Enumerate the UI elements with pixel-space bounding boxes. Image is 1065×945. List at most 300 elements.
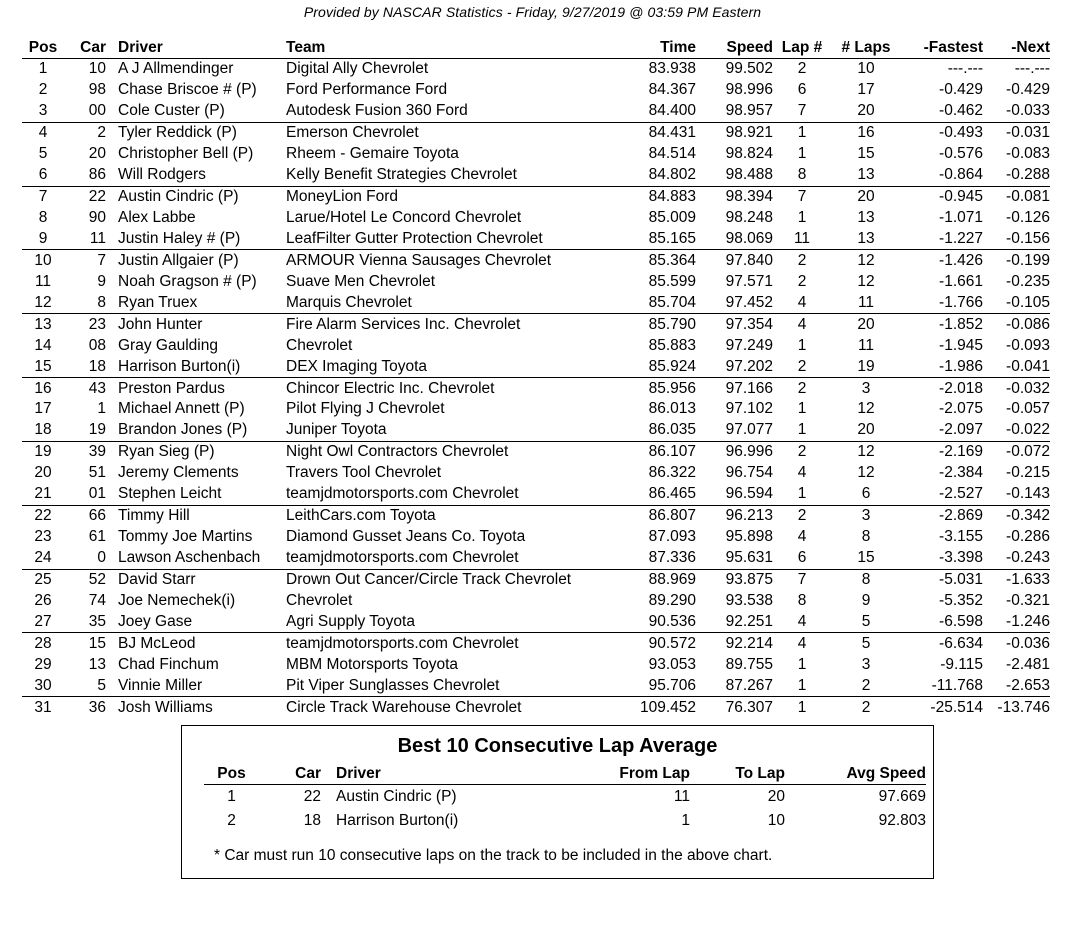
cell-lap: 7	[797, 188, 807, 206]
cell-pos: 12	[22, 292, 64, 313]
best-cell-car: 18	[303, 812, 321, 829]
cell-team: Agri Supply Toyota	[286, 611, 616, 632]
cell-next: -0.022	[983, 420, 1050, 441]
cell-speed: 98.996	[725, 81, 773, 99]
cell-pos: 29	[34, 655, 52, 673]
col-laps-header: # Laps	[831, 38, 901, 59]
cell-pos: 21	[22, 484, 64, 505]
cell-time: 85.924	[616, 356, 696, 377]
cell-team: Ford Performance Ford	[286, 81, 448, 99]
cell-laps: 12	[857, 251, 875, 269]
cell-next: -13.746	[997, 698, 1050, 716]
table-row	[22, 463, 1050, 484]
cell-team: Pilot Flying J Chevrolet	[286, 400, 445, 418]
cell-team: Drown Out Cancer/Circle Track Chevrolet	[286, 570, 572, 588]
cell-driver: Justin Allgaier (P)	[118, 251, 239, 269]
cell-fastest: -2.527	[901, 484, 983, 505]
cell-team: Pit Viper Sunglasses Chevrolet	[286, 675, 616, 696]
cell-team: Travers Tool Chevrolet	[286, 464, 442, 482]
cell-driver: Timmy Hill	[118, 507, 190, 525]
cell-laps: 12	[857, 272, 875, 290]
cell-next: -1.633	[1006, 570, 1050, 588]
table-row	[22, 186, 1050, 207]
cell-lap: 2	[797, 60, 807, 78]
cell-fastest: -1.071	[939, 209, 983, 227]
b-col-car-header: Car	[259, 764, 321, 785]
table-row	[22, 208, 1050, 229]
cell-speed: 92.251	[696, 611, 773, 632]
cell-next: -0.105	[983, 292, 1050, 313]
cell-laps: 2	[861, 698, 871, 716]
cell-fastest: -2.075	[939, 400, 983, 418]
cell-car: 00	[64, 101, 106, 122]
cell-pos: 25	[34, 570, 52, 588]
cell-car: 13	[88, 655, 106, 673]
cell-pos: 10	[34, 251, 52, 269]
cell-lap: 4	[773, 292, 831, 313]
best-10-title: Best 10 Consecutive Lap Average	[397, 735, 718, 757]
cell-fastest: -5.031	[939, 570, 983, 588]
cell-fastest: -1.766	[901, 292, 983, 313]
cell-driver: Will Rodgers	[106, 165, 286, 186]
cell-driver: BJ McLeod	[118, 634, 196, 652]
cell-driver: Preston Pardus	[118, 379, 225, 397]
cell-lap: 1	[773, 484, 831, 505]
cell-car: 11	[64, 229, 106, 250]
cell-pos: 27	[22, 611, 64, 632]
cell-next: -2.653	[983, 675, 1050, 696]
provided-by-header: Provided by NASCAR Statistics - Friday, 9/27/2019 @ 03:59 PM Eastern	[303, 4, 762, 20]
cell-fastest: -1.426	[939, 251, 983, 269]
cell-team: Night Owl Contractors Chevrolet	[286, 443, 509, 461]
cell-speed: 98.957	[696, 101, 773, 122]
cell-driver: Gray Gaulding	[118, 336, 218, 354]
cell-time: 90.536	[616, 611, 696, 632]
cell-fastest: -11.768	[901, 675, 983, 696]
cell-lap: 6	[773, 548, 831, 569]
cell-speed: 96.594	[696, 484, 773, 505]
cell-driver: Brandon Jones (P)	[106, 420, 286, 441]
table-row	[22, 229, 1050, 250]
cell-car: 52	[88, 570, 106, 588]
b-col-from-lap-header: From Lap	[566, 764, 690, 785]
table-row	[22, 505, 1050, 526]
cell-car: 66	[88, 507, 106, 525]
cell-speed: 96.996	[725, 443, 773, 461]
cell-team: Rheem - Gemaire Toyota	[286, 145, 459, 163]
cell-team: LeafFilter Gutter Protection Chevrolet	[286, 229, 616, 250]
cell-driver: Justin Haley # (P)	[106, 229, 286, 250]
table-row	[22, 654, 1050, 675]
cell-next: -0.235	[1006, 272, 1050, 290]
cell-next: ---.---	[1014, 60, 1050, 78]
cell-lap: 1	[797, 124, 807, 142]
cell-pos: 13	[34, 315, 52, 333]
cell-lap: 1	[773, 420, 831, 441]
cell-lap: 1	[773, 675, 831, 696]
table-row	[22, 441, 1050, 462]
col-next-header: -Next	[983, 38, 1050, 59]
cell-driver: Austin Cindric (P)	[118, 188, 239, 206]
cell-time: 86.322	[648, 464, 696, 482]
cell-speed: 97.249	[725, 336, 773, 354]
best-cell-driver: Austin Cindric (P)	[336, 788, 457, 805]
col-pos-header: Pos	[22, 38, 64, 59]
cell-speed: 98.069	[696, 229, 773, 250]
cell-laps: 15	[857, 145, 875, 163]
cell-next: -0.286	[1006, 528, 1050, 546]
cell-team: Juniper Toyota	[286, 420, 616, 441]
cell-time: 86.107	[648, 443, 696, 461]
cell-driver: Stephen Leicht	[106, 484, 286, 505]
cell-next: -0.083	[1006, 145, 1050, 163]
cell-speed: 98.394	[725, 188, 773, 206]
cell-laps: 20	[857, 188, 875, 206]
cell-lap: 2	[797, 251, 807, 269]
cell-pos: 31	[34, 698, 52, 716]
cell-next: -1.246	[983, 611, 1050, 632]
cell-lap: 8	[773, 165, 831, 186]
cell-driver: Ryan Sieg (P)	[118, 443, 215, 461]
cell-fastest: -1.852	[939, 315, 983, 333]
cell-pos: 28	[34, 634, 52, 652]
cell-time: 88.969	[648, 570, 696, 588]
b-col-to-lap-header: To Lap	[690, 764, 785, 785]
cell-next: -0.086	[1006, 315, 1050, 333]
cell-team: Circle Track Warehouse Chevrolet	[286, 698, 522, 716]
table-row	[22, 356, 1050, 377]
cell-lap: 2	[773, 356, 831, 377]
results-header-row	[22, 38, 1050, 59]
cell-car: 18	[64, 356, 106, 377]
cell-time: 84.514	[648, 145, 696, 163]
cell-car: 36	[88, 698, 106, 716]
cell-car: 1	[97, 400, 106, 418]
cell-time: 85.883	[648, 336, 696, 354]
cell-speed: 92.214	[725, 634, 773, 652]
best-10-header-row	[204, 764, 926, 785]
cell-fastest: -2.169	[939, 443, 983, 461]
cell-next: -0.033	[983, 101, 1050, 122]
cell-laps: 3	[861, 655, 871, 673]
cell-lap: 2	[797, 507, 807, 525]
table-row	[22, 548, 1050, 569]
cell-team: teamjdmotorsports.com Chevrolet	[286, 484, 616, 505]
cell-team: Fire Alarm Services Inc. Chevrolet	[286, 315, 521, 333]
cell-time: 87.093	[648, 528, 696, 546]
cell-time: 84.431	[648, 124, 696, 142]
cell-pos: 8	[38, 209, 48, 227]
best-10-table	[204, 764, 926, 833]
table-row	[22, 569, 1050, 590]
cell-time: 93.053	[648, 655, 696, 673]
cell-team: Chincor Electric Inc. Chevrolet	[286, 379, 495, 397]
best-cell-pos: 2	[227, 812, 236, 829]
cell-fastest: -0.576	[939, 145, 983, 163]
cell-lap: 2	[797, 272, 807, 290]
cell-speed: 76.307	[725, 698, 773, 716]
cell-driver: Noah Gragson # (P)	[118, 272, 257, 290]
col-driver-header: Driver	[106, 38, 286, 59]
cell-car: 61	[88, 528, 106, 546]
cell-next: -0.057	[1006, 400, 1050, 418]
cell-speed: 87.267	[696, 675, 773, 696]
best-cell-to-lap: 10	[767, 812, 785, 829]
cell-driver: Christopher Bell (P)	[118, 145, 254, 163]
cell-driver: Michael Annett (P)	[118, 400, 245, 418]
cell-fastest: -2.384	[939, 464, 983, 482]
col-speed-header: Speed	[696, 38, 773, 59]
best-10-row	[204, 785, 926, 810]
cell-driver: Joe Nemechek(i)	[118, 591, 236, 609]
cell-pos: 15	[22, 356, 64, 377]
cell-speed: 98.248	[725, 209, 773, 227]
cell-laps: 12	[857, 464, 875, 482]
cell-time: 84.802	[616, 165, 696, 186]
cell-time: 87.336	[616, 548, 696, 569]
cell-time: 109.452	[639, 698, 696, 716]
cell-lap: 6	[797, 81, 807, 99]
cell-laps: 16	[857, 124, 875, 142]
cell-laps: 17	[857, 81, 875, 99]
table-row	[22, 399, 1050, 420]
cell-car: 43	[88, 379, 106, 397]
cell-team: LeithCars.com Toyota	[286, 507, 436, 525]
cell-speed: 95.631	[696, 548, 773, 569]
cell-team: Emerson Chevrolet	[286, 124, 419, 142]
table-row	[22, 590, 1050, 611]
cell-driver: Joey Gase	[106, 611, 286, 632]
cell-car: 01	[64, 484, 106, 505]
col-team-header: Team	[286, 38, 616, 59]
cell-fastest: -25.514	[930, 698, 983, 716]
cell-car: 22	[88, 188, 106, 206]
cell-time: 86.035	[616, 420, 696, 441]
cell-lap: 1	[797, 209, 807, 227]
table-row	[22, 59, 1050, 80]
cell-pos: 20	[34, 464, 52, 482]
cell-fastest: -2.097	[901, 420, 983, 441]
table-row	[22, 611, 1050, 632]
cell-car: 98	[88, 81, 106, 99]
table-row	[22, 144, 1050, 165]
cell-team: Larue/Hotel Le Concord Chevrolet	[286, 209, 522, 227]
cell-speed: 89.755	[725, 655, 773, 673]
cell-next: -0.031	[1006, 124, 1050, 142]
table-row	[22, 378, 1050, 399]
cell-car: 2	[97, 124, 106, 142]
cell-team: Digital Ally Chevrolet	[286, 60, 429, 78]
cell-time: 85.009	[648, 209, 696, 227]
cell-lap: 7	[773, 101, 831, 122]
cell-time: 85.704	[616, 292, 696, 313]
cell-team: Chevrolet	[286, 591, 353, 609]
cell-pos: 22	[34, 507, 52, 525]
cell-laps: 12	[857, 400, 875, 418]
best-cell-pos: 1	[227, 788, 236, 805]
cell-laps: 8	[861, 528, 871, 546]
cell-laps: 11	[831, 292, 901, 313]
cell-team: Diamond Gusset Jeans Co. Toyota	[286, 528, 526, 546]
cell-time: 84.883	[648, 188, 696, 206]
table-row	[22, 335, 1050, 356]
cell-laps: 11	[857, 336, 875, 354]
cell-next: -0.041	[983, 356, 1050, 377]
cell-fastest: -2.869	[939, 507, 983, 525]
cell-car: 8	[64, 292, 106, 313]
cell-lap: 4	[797, 528, 807, 546]
cell-laps: 2	[831, 675, 901, 696]
cell-pos: 11	[34, 272, 52, 290]
cell-team: teamjdmotorsports.com Chevrolet	[286, 548, 616, 569]
cell-next: -0.036	[1006, 634, 1050, 652]
cell-pos: 23	[34, 528, 52, 546]
cell-laps: 12	[857, 443, 875, 461]
col-time-header: Time	[616, 38, 696, 59]
b-col-driver-header: Driver	[321, 764, 566, 785]
cell-laps: 10	[857, 60, 875, 78]
cell-pos: 3	[22, 101, 64, 122]
table-row	[22, 484, 1050, 505]
cell-fastest: -1.986	[901, 356, 983, 377]
cell-car: 20	[88, 145, 106, 163]
cell-next: -0.199	[1006, 251, 1050, 269]
cell-lap: 4	[773, 611, 831, 632]
cell-pos: 9	[22, 229, 64, 250]
cell-team: teamjdmotorsports.com Chevrolet	[286, 634, 519, 652]
cell-driver: Josh Williams	[118, 698, 213, 716]
cell-driver: Tommy Joe Martins	[118, 528, 253, 546]
col-car-header: Car	[64, 38, 106, 59]
cell-time: 86.013	[648, 400, 696, 418]
cell-speed: 97.571	[725, 272, 773, 290]
cell-laps: 3	[861, 379, 871, 397]
best-cell-avg-speed: 97.669	[878, 788, 926, 805]
cell-pos: 14	[34, 336, 52, 354]
cell-fastest: -0.429	[939, 81, 983, 99]
cell-fastest: -0.462	[901, 101, 983, 122]
cell-fastest: -3.155	[939, 528, 983, 546]
cell-car: 0	[64, 548, 106, 569]
cell-laps: 8	[861, 570, 871, 588]
cell-lap: 4	[797, 315, 807, 333]
cell-speed: 97.840	[725, 251, 773, 269]
cell-pos: 30	[22, 675, 64, 696]
cell-fastest: -0.493	[939, 124, 983, 142]
cell-next: -0.032	[1006, 379, 1050, 397]
best-cell-car: 22	[303, 788, 321, 805]
cell-lap: 2	[797, 443, 807, 461]
cell-car: 23	[88, 315, 106, 333]
cell-car: 9	[97, 272, 106, 290]
cell-speed: 97.102	[725, 400, 773, 418]
cell-laps: 6	[831, 484, 901, 505]
cell-lap: 1	[797, 400, 807, 418]
cell-fastest: ---.---	[947, 60, 983, 78]
cell-driver: Cole Custer (P)	[106, 101, 286, 122]
cell-lap: 4	[797, 634, 807, 652]
cell-fastest: -2.018	[939, 379, 983, 397]
cell-team: MBM Motorsports Toyota	[286, 655, 458, 673]
table-row	[22, 250, 1050, 271]
cell-driver: Jeremy Clements	[118, 464, 239, 482]
cell-laps: 19	[831, 356, 901, 377]
cell-lap: 4	[797, 464, 807, 482]
cell-next: -0.072	[1006, 443, 1050, 461]
cell-car: 86	[64, 165, 106, 186]
cell-pos: 18	[22, 420, 64, 441]
table-row	[22, 122, 1050, 143]
cell-team: DEX Imaging Toyota	[286, 356, 616, 377]
results-body	[22, 59, 1050, 719]
cell-time: 85.956	[648, 379, 696, 397]
table-row	[22, 271, 1050, 292]
cell-time: 86.465	[616, 484, 696, 505]
cell-car: 35	[64, 611, 106, 632]
cell-car: 74	[88, 591, 106, 609]
cell-laps: 13	[831, 229, 901, 250]
cell-laps: 9	[861, 591, 871, 609]
best-10-body	[204, 785, 926, 834]
cell-car: 15	[88, 634, 106, 652]
cell-next: -0.093	[1006, 336, 1050, 354]
cell-fastest: -5.352	[939, 591, 983, 609]
cell-driver: Chad Finchum	[118, 655, 219, 673]
table-row	[22, 101, 1050, 122]
cell-time: 83.938	[648, 60, 696, 78]
cell-speed: 97.354	[725, 315, 773, 333]
cell-pos: 2	[38, 81, 48, 99]
col-fastest-header: -Fastest	[901, 38, 983, 59]
b-col-avg-speed-header: Avg Speed	[785, 764, 926, 785]
cell-team: Kelly Benefit Strategies Chevrolet	[286, 165, 616, 186]
cell-time: 84.367	[648, 81, 696, 99]
cell-next: -0.143	[983, 484, 1050, 505]
cell-speed: 99.502	[725, 60, 773, 78]
table-row	[22, 292, 1050, 313]
cell-next: -0.126	[1006, 209, 1050, 227]
cell-pos: 6	[22, 165, 64, 186]
cell-speed: 97.077	[696, 420, 773, 441]
table-row	[22, 697, 1050, 718]
best-cell-avg-speed: 92.803	[878, 812, 926, 829]
cell-team: Marquis Chevrolet	[286, 292, 616, 313]
cell-team: Chevrolet	[286, 336, 353, 354]
best-10-lap-average-box	[181, 725, 934, 879]
best-cell-from-lap: 1	[681, 812, 690, 829]
cell-time: 95.706	[616, 675, 696, 696]
cell-speed: 97.202	[696, 356, 773, 377]
cell-time: 85.790	[648, 315, 696, 333]
cell-pos: 26	[34, 591, 52, 609]
cell-pos: 24	[22, 548, 64, 569]
cell-time: 85.165	[616, 229, 696, 250]
cell-fastest: -1.661	[939, 272, 983, 290]
cell-next: -0.342	[1006, 507, 1050, 525]
cell-driver: David Starr	[118, 570, 196, 588]
cell-time: 89.290	[648, 591, 696, 609]
cell-pos: 5	[38, 145, 48, 163]
cell-driver: John Hunter	[118, 315, 203, 333]
col-lap-header: Lap #	[773, 38, 831, 59]
cell-laps: 20	[831, 420, 901, 441]
cell-next: -0.215	[1006, 464, 1050, 482]
cell-speed: 93.538	[725, 591, 773, 609]
cell-lap: 8	[797, 591, 807, 609]
table-row	[22, 80, 1050, 101]
cell-fastest: -1.227	[901, 229, 983, 250]
cell-next: -0.243	[983, 548, 1050, 569]
